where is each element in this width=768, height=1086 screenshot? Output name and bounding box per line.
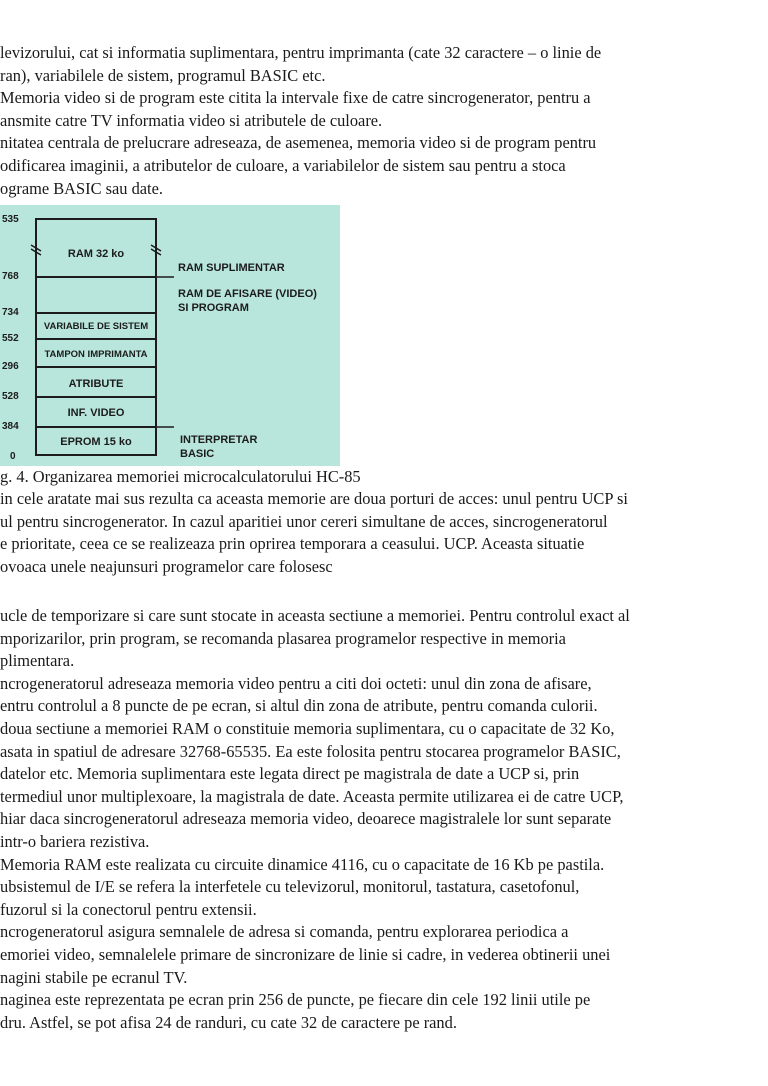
text-line: e prioritate, ceea ce se realizeaza prin oprirea temporara a ceasului. UCP. Aceasta situatie <box>0 534 585 554</box>
block-label-atribute: ATRIBUTE <box>68 378 124 390</box>
block-label-ram-32: RAM 32 ko <box>67 248 125 260</box>
text-line: mporizarilor, prin program, se recomanda plasarea programelor respective in memoria <box>0 628 566 648</box>
text-line: emoriei video, semnalelele primare de sincronizare de linie si cadre, in vederea obtinerii unei <box>0 944 611 964</box>
text-line: odificarea imaginii, a atributelor de culoare, a variabilelor de sistem sau pentru a stoca <box>0 155 566 175</box>
label-basic: BASIC <box>180 448 215 460</box>
label-ram-suplimentar: RAM SUPLIMENTAR <box>178 262 285 274</box>
figure-caption: g. 4. Organizarea memoriei microcalculatorului HC-85 <box>0 467 361 486</box>
address-label: 528 <box>2 391 19 402</box>
intro-paragraphs <box>0 42 768 200</box>
label-interpretar: INTERPRETAR <box>180 434 258 446</box>
block-label-inf-video: INF. VIDEO <box>67 407 125 419</box>
text-line: entru controlul a 8 puncte de pe ecran, si altul din zona de atribute, pentru comanda culorii. <box>0 696 598 716</box>
text-line: ucle de temporizare si care sunt stocate in aceasta sectiune a memoriei. Pentru controlul exact al <box>0 606 630 625</box>
block-label-variabile: VARIABILE DE SISTEM <box>43 321 149 332</box>
text-line: naginea este reprezentata pe ecran prin 256 de puncte, pe fiecare din cele 192 linii utile pe <box>0 990 591 1010</box>
text-line: datelor etc. Memoria suplimentara este legata direct pe magistrala de date a UCP si, prin <box>0 764 580 784</box>
text-line: levizorului, cat si informatia suplimentara, pentru imprimanta (cate 32 caractere – o linie de <box>0 43 602 62</box>
text-line: Memoria RAM este realizata cu circuite dinamice 4116, cu o capacitate de 16 Kb pe pastila. <box>0 854 605 874</box>
text-line: asata in spatiul de adresare 32768-65535. Ea este folosita pentru stocarea programelor BASIC, <box>0 741 621 761</box>
memory-details-paragraphs <box>0 605 768 1034</box>
address-label: 384 <box>2 421 19 432</box>
memory-map-figure <box>0 205 340 466</box>
memory-map-diagram <box>0 205 340 466</box>
label-ram-afisare: RAM DE AFISARE (VIDEO) <box>178 288 317 300</box>
text-line: doua sectiune a memoriei RAM o constituie memoria suplimentara, cu o capacitate de 32 Ko, <box>0 718 615 738</box>
text-line: nagini stabile pe ecranul TV. <box>0 967 188 987</box>
text-line: in cele aratate mai sus rezulta ca aceasta memorie are doua porturi de acces: unul pentru UCP si <box>0 489 628 508</box>
text-line: dru. Astfel, se pot afisa 24 de randuri, cu cate 32 de caractere pe rand. <box>0 1012 457 1032</box>
text-line: intr-o bariera rezistiva. <box>0 831 150 851</box>
text-line: Memoria video si de program este citita la intervale fixe de catre sincrogenerator, pentru a <box>0 88 591 108</box>
address-label: 0 <box>10 451 16 462</box>
address-label: 734 <box>2 307 19 318</box>
text-line: ncrogeneratorul adreseaza memoria video pentru a citi doi octeti: unul din zona de afisare, <box>0 673 592 693</box>
text-line: ul pentru sincrogenerator. In cazul aparitiei unor cereri simultane de acces, sincrogeneratorul <box>0 511 608 531</box>
text-line: nitatea centrala de prelucrare adreseaza, de asemenea, memoria video si de program pentru <box>0 133 597 153</box>
text-line: termediul unor multiplexoare, la magistrala de date. Aceasta permite utilizarea ei de catre UCP, <box>0 786 624 806</box>
text-line: plimentara. <box>0 651 75 671</box>
text-line: ubsistemul de I/E se refera la interfetele cu televizorul, monitorul, tastatura, casetofonul, <box>0 877 580 897</box>
block-label-tampon: TAMPON IMPRIMANTA <box>44 349 148 360</box>
text-line: ansmite catre TV informatia video si atributele de culoare. <box>0 110 383 130</box>
text-line: ovoaca unele neajunsuri programelor care folosesc <box>0 556 333 576</box>
address-label: 768 <box>2 271 19 282</box>
access-ports-paragraph <box>0 488 768 578</box>
text-line: ran), variabilele de sistem, programul BASIC etc. <box>0 65 326 85</box>
label-si-program: SI PROGRAM <box>178 302 249 314</box>
address-label: 296 <box>2 361 19 372</box>
text-line: fuzorul si la conectorul pentru extensii. <box>0 899 257 919</box>
address-label: 552 <box>2 333 19 344</box>
text-line: ograme BASIC sau date. <box>0 178 163 198</box>
block-label-eprom: EPROM 15 ko <box>60 436 132 448</box>
address-label: 535 <box>2 214 19 225</box>
text-line: hiar daca sincrogeneratorul adreseaza memoria video, deoarece magistralele lor sunt separate <box>0 809 612 829</box>
text-line: ncrogeneratorul asigura semnalele de adresa si comanda, pentru explorarea periodica a <box>0 922 569 942</box>
